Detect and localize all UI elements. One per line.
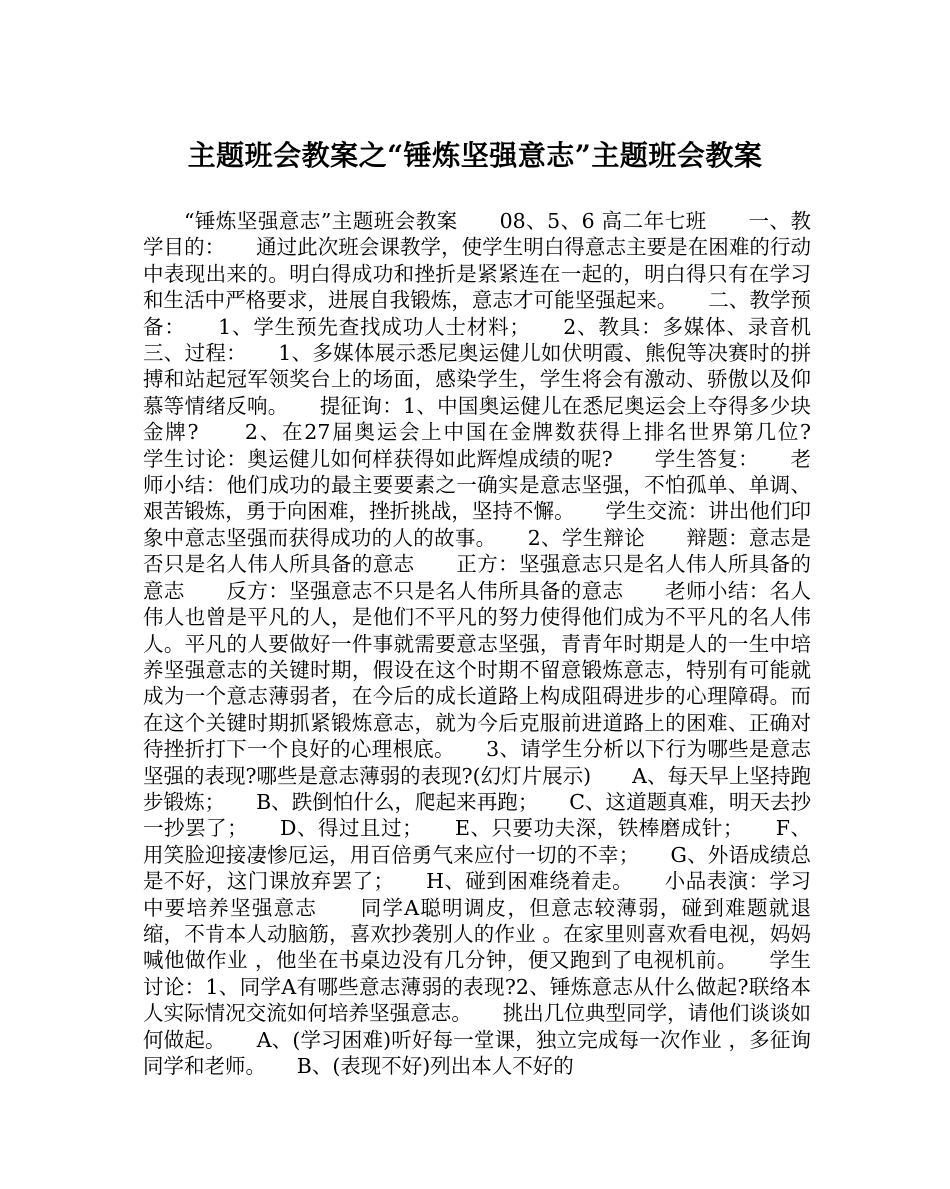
document-body: “锤炼坚强意志”主题班会教案 08、5、6 高二年七班 一、教学目的： 通过此次班会课教学，使学生明白得意志主要是在困难的行动中表现出来的。明白得成功和挫折是紧紧连在一起的，明白得只有在学习和生活中严格要求，进展自我锻炼，意志才可能坚强起来。 二、教学预备： 1、学生预先查找成功人士材料； 2、教具：多媒体、录音机 三、过程： 1、多媒体展示悉尼奥运健儿如伏明霞、熊倪等决赛时的拼搏和站起冠军领奖台上的场面，感染学生，学生将会有激动、骄傲以及仰慕等情绪反响。 提征询：1、中国奥运健儿在悉尼奥运会上夺得多少块金牌? 2、在27届奥运会上中国在金牌数获得上排名世界第几位? 学生讨论：奥运健儿如何样获得如此辉煌成绩的呢? 学生答复： 老师小结：他们成功的最主要要素之一确实是意志坚强，不怕孤单、单调、艰苦锻炼，勇于向困难，挫折挑战，坚持不懈。 学生交流：讲出他们印象中意志坚强而获得成功的人的故事。 2、学生辩论 辩题：意志是否只是名人伟人所具备的意志 正方：坚强意志只是名人伟人所具备的意志 反方：坚强意志不只是名人伟所具备的意志 老师小结：名人伟人也曾是平凡的人，是他们不平凡的努力使得他们成为不平凡的名人伟人。平凡的人要做好一件事就需要意志坚强，青青年时期是人的一生中培养坚强意志的关键时期，假设在这个时期不留意锻炼意志，特别有可能就成为一个意志薄弱者，在今后的成长道路上构成阻碍进步的心理障碍。而在这个关键时期抓紧锻炼意志，就为今后克服前进道路上的困难、正确对待挫折打下一个良好的心理根底。 3、请学生分析以下行为哪些是意志坚强的表现?哪些是意志薄弱的表现?(幻灯片展示) A、每天早上坚持跑步锻炼； B、跌倒怕什么，爬起来再跑； C、这道题真难，明天去抄一抄罢了； D、得过且过； E、只要功夫深，铁棒磨成针； F、用笑脸迎接凄惨厄运，用百倍勇气来应付一切的不幸； G、外语成绩总是不好，这门课放弃罢了； H、碰到困难绕着走。 小品表演：学习中要培养坚强意志 同学A聪明调皮，但意志较薄弱，碰到难题就退缩，不肯本人动脑筋，喜欢抄袭别人的作业 。在家里则喜欢看电视，妈妈喊他做作业 ，他坐在书桌边没有几分钟，便又跑到了电视机前。 学生讨论：1、同学A有哪些意志薄弱的表现?2、锤炼意志从什么做起?联络本人实际情况交流如何培养坚强意志。 挑出几位典型同学，请他们谈谈如何做起。 A、(学习困难)听好每一堂课，独立完成每一次作业 ，多征询同学和老师。 B、(表现不好)列出本人不好的	[143, 209, 852, 1078]
document-title: 主题班会教案之“锤炼坚强意志”主题班会教案	[187, 139, 763, 172]
